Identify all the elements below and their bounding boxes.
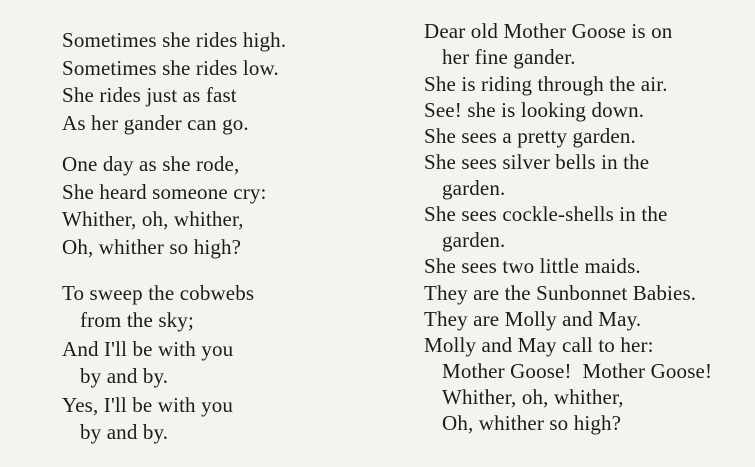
prose-line-indented: Whither, oh, whither, [442,385,624,409]
prose-line-indented: garden. [442,228,506,252]
poem-line: Sometimes she rides low. [62,56,279,80]
prose-line-indented: Oh, whither so high? [442,411,622,435]
poem-line-indented: by and by. [80,420,169,444]
prose-line: They are the Sunbonnet Babies. [424,281,697,305]
prose-line: She sees two little maids. [424,254,641,278]
prose-line: She sees a pretty garden. [424,124,636,148]
poem-line: Whither, oh, whither, [62,207,244,231]
poem-line: As her gander can go. [62,111,249,135]
prose-line-indented: her fine gander. [442,45,576,69]
poem-line: She heard someone cry: [62,180,267,204]
prose-line-indented: garden. [442,176,506,200]
prose-line-indented: Mother Goose! Mother Goose! [442,359,713,383]
poem-line: Sometimes she rides high. [62,28,287,52]
poem-line: One day as she rode, [62,152,240,176]
poem-line: She rides just as fast [62,83,237,107]
poem-line: Oh, whither so high? [62,235,242,259]
poem-line: Yes, I'll be with you [62,393,234,417]
prose-line: Dear old Mother Goose is on [424,19,673,43]
prose-line: See! she is looking down. [424,98,645,122]
prose-line: She is riding through the air. [424,72,668,96]
poem-line: And I'll be with you [62,337,234,361]
prose-line: She sees cockle-shells in the [424,202,668,226]
prose-line: She sees silver bells in the [424,150,650,174]
prose-line: Molly and May call to her: [424,333,654,357]
prose-line: They are Molly and May. [424,307,642,331]
poem-line-indented: by and by. [80,364,169,388]
poem-line-indented: from the sky; [80,308,194,332]
poem-line: To sweep the cobwebs [62,281,255,305]
